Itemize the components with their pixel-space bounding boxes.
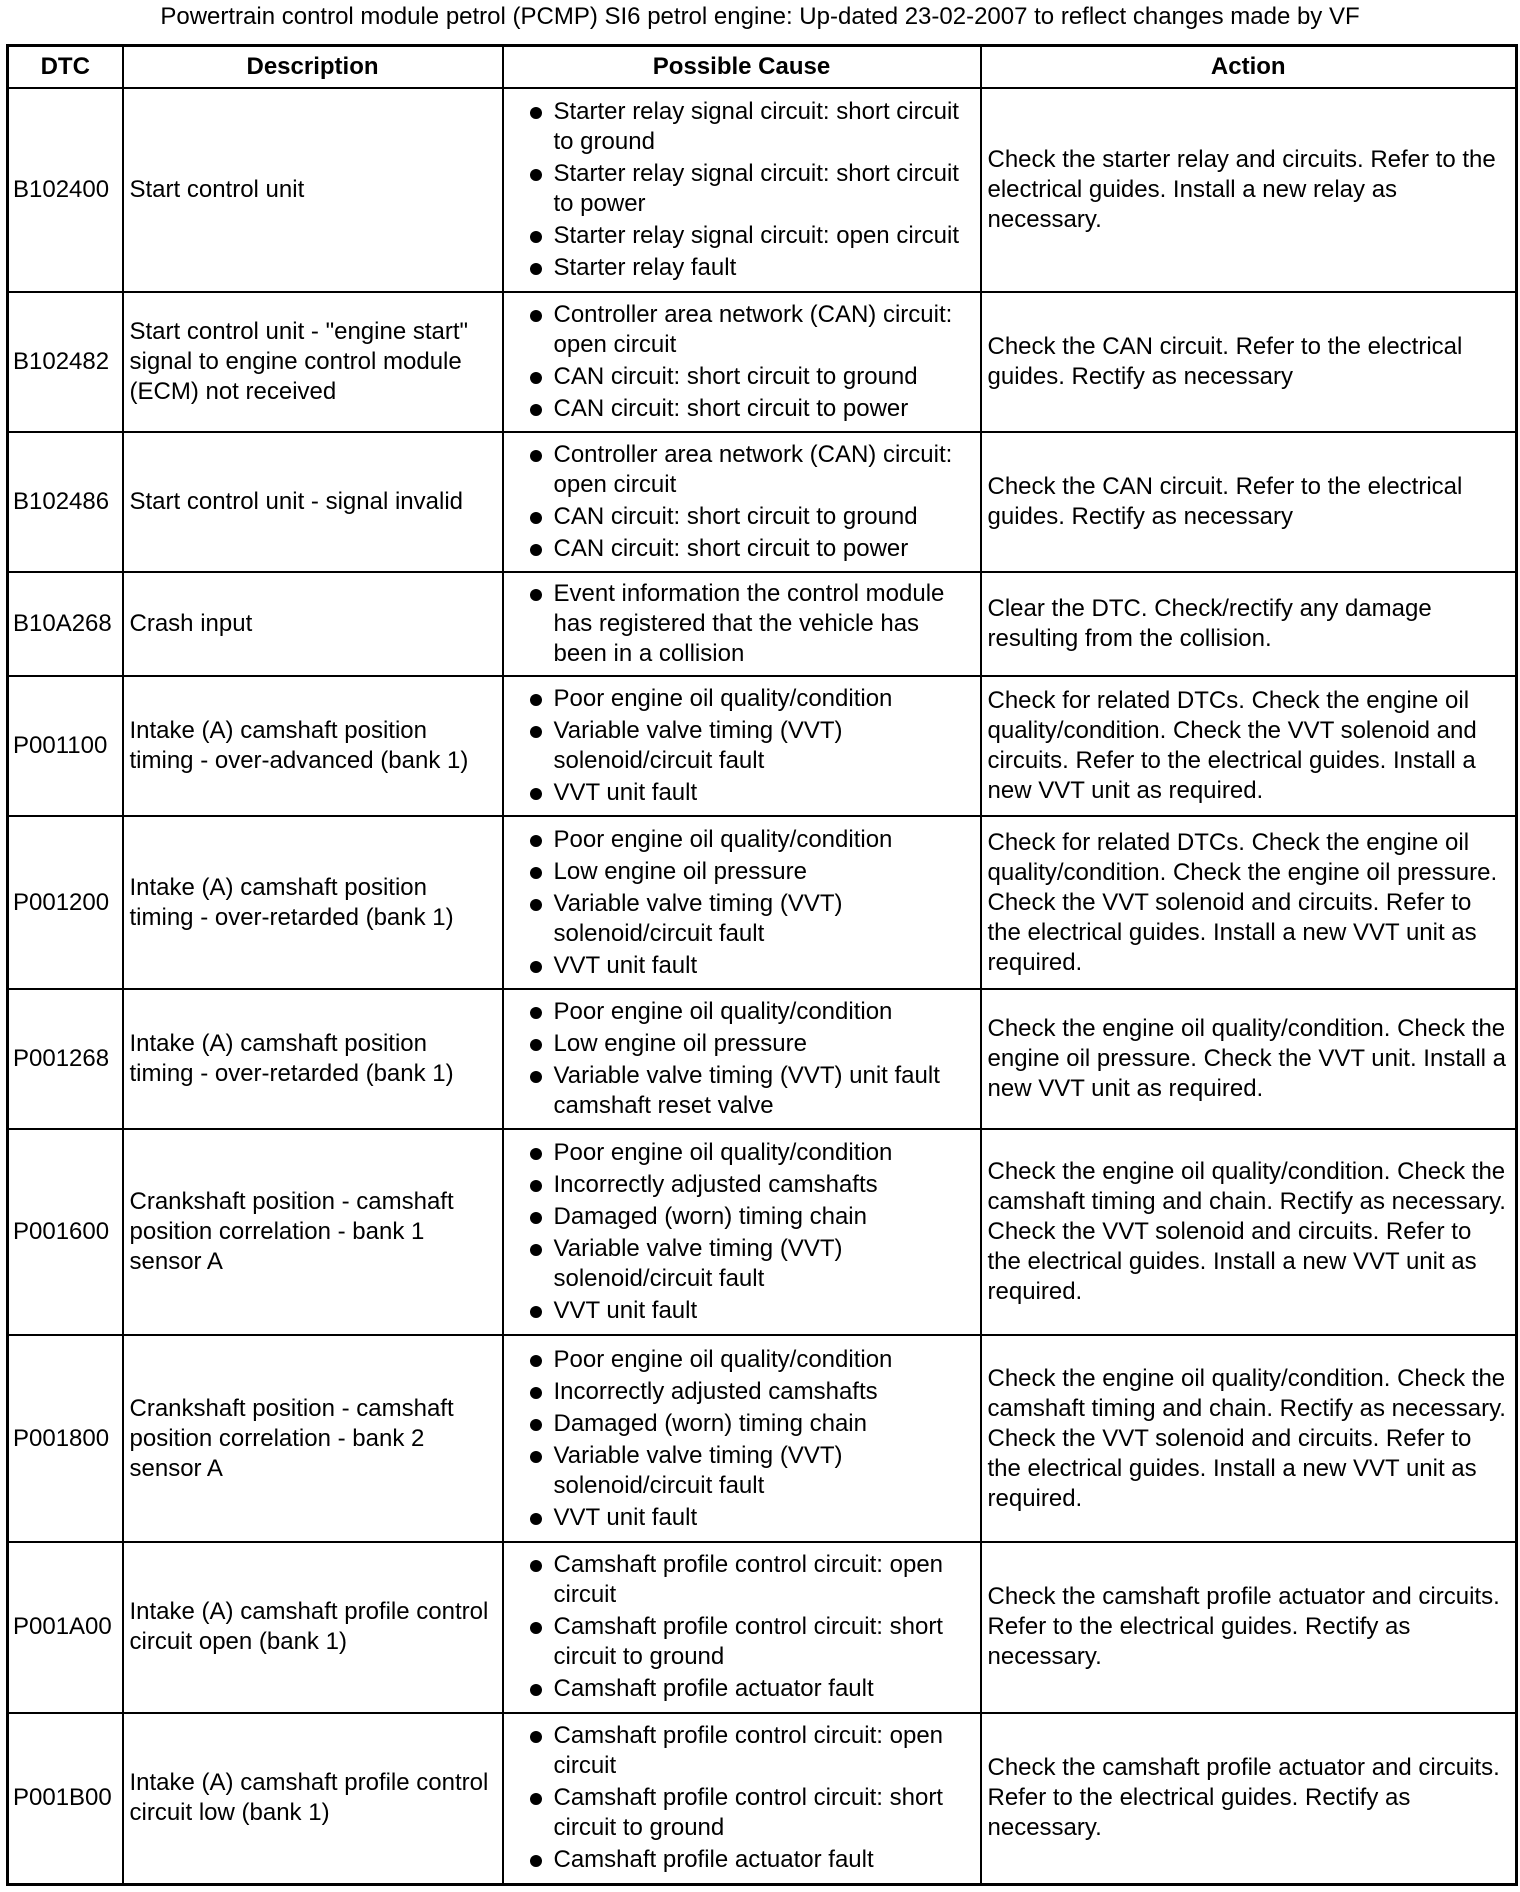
cause-item	[510, 97, 974, 157]
dtc-description: Start control unit	[123, 88, 503, 292]
cause-item	[510, 889, 974, 949]
table-row	[8, 432, 1517, 572]
cause-item	[510, 440, 974, 500]
possible-cause-cell	[503, 1713, 981, 1885]
cause-item	[510, 778, 974, 808]
cause-item	[510, 300, 974, 360]
cause-text: Event information the control module has registered that the vehicle has been in a collision	[553, 580, 945, 668]
bullet-icon	[530, 1793, 542, 1805]
dtc-code: B10A268	[8, 572, 123, 676]
cause-item	[510, 1503, 974, 1533]
bullet-icon	[530, 694, 542, 706]
bullet-icon	[530, 899, 542, 911]
cause-item	[510, 997, 974, 1027]
cause-item	[510, 1345, 974, 1375]
table-row	[8, 1335, 1517, 1542]
cause-text: Low engine oil pressure	[553, 1029, 807, 1057]
cause-list	[510, 300, 974, 424]
table-row	[8, 1129, 1517, 1336]
dtc-code: P001B00	[8, 1713, 123, 1885]
bullet-icon	[530, 1244, 542, 1256]
dtc-description: Intake (A) camshaft position timing - over-advanced (bank 1)	[123, 676, 503, 816]
cause-item	[510, 1441, 974, 1501]
dtc-description: Intake (A) camshaft position timing - over-retarded (bank 1)	[123, 989, 503, 1129]
dtc-code: P001100	[8, 676, 123, 816]
cause-item	[510, 534, 974, 564]
cause-item	[510, 362, 974, 392]
possible-cause-cell	[503, 1129, 981, 1336]
cause-item	[510, 825, 974, 855]
bullet-icon	[530, 263, 542, 275]
possible-cause-cell	[503, 572, 981, 676]
cause-text: Controller area network (CAN) circuit: open circuit	[553, 301, 953, 359]
cause-text: CAN circuit: short circuit to ground	[553, 503, 918, 531]
cause-item	[510, 857, 974, 887]
cause-text: VVT unit fault	[553, 1503, 698, 1531]
cause-text: Starter relay fault	[553, 254, 737, 282]
dtc-description: Crankshaft position - camshaft position correlation - bank 1 sensor A	[123, 1129, 503, 1336]
cause-text: Variable valve timing (VVT) solenoid/circuit fault	[553, 889, 843, 947]
dtc-action: Check the starter relay and circuits. Refer to the electrical guides. Install a new relay as necessary.	[981, 88, 1517, 292]
cause-list	[510, 825, 974, 981]
dtc-code: B102482	[8, 292, 123, 432]
cause-text: Variable valve timing (VVT) solenoid/circuit fault	[553, 717, 843, 775]
cause-text: Variable valve timing (VVT) solenoid/circuit fault	[553, 1441, 843, 1499]
cause-item	[510, 502, 974, 532]
cause-item	[510, 1296, 974, 1326]
cause-text: Poor engine oil quality/condition	[553, 997, 893, 1025]
bullet-icon	[530, 1451, 542, 1463]
bullet-icon	[530, 372, 542, 384]
cause-text: Variable valve timing (VVT) unit fault camshaft reset valve	[553, 1061, 940, 1119]
bullet-icon	[530, 1622, 542, 1634]
cause-list	[510, 1138, 974, 1326]
cause-text: VVT unit fault	[553, 1297, 698, 1325]
bullet-icon	[530, 1039, 542, 1051]
bullet-icon	[530, 1355, 542, 1367]
dtc-description: Start control unit - "engine start" signal to engine control module (ECM) not received	[123, 292, 503, 432]
cause-list	[510, 1345, 974, 1533]
bullet-icon	[530, 1560, 542, 1572]
dtc-code: P001600	[8, 1129, 123, 1336]
cause-item	[510, 394, 974, 424]
table-row	[8, 676, 1517, 816]
dtc-action: Check the camshaft profile actuator and circuits. Refer to the electrical guides. Rectify as necessary.	[981, 1713, 1517, 1885]
cause-text: Poor engine oil quality/condition	[553, 685, 893, 713]
dtc-action: Check the camshaft profile actuator and circuits. Refer to the electrical guides. Rectify as necessary.	[981, 1542, 1517, 1713]
possible-cause-cell	[503, 676, 981, 816]
cause-text: CAN circuit: short circuit to power	[553, 395, 909, 423]
possible-cause-cell	[503, 1542, 981, 1713]
dtc-code: P001800	[8, 1335, 123, 1542]
cause-item	[510, 1721, 974, 1781]
dtc-action: Clear the DTC. Check/rectify any damage resulting from the collision.	[981, 572, 1517, 676]
cause-item	[510, 221, 974, 251]
cause-item	[510, 1029, 974, 1059]
header-description: Description	[123, 46, 503, 89]
cause-text: Variable valve timing (VVT) solenoid/circuit fault	[553, 1235, 843, 1293]
cause-text: Starter relay signal circuit: open circuit	[553, 222, 959, 250]
possible-cause-cell	[503, 989, 981, 1129]
bullet-icon	[530, 512, 542, 524]
dtc-action: Check the CAN circuit. Refer to the electrical guides. Rectify as necessary	[981, 292, 1517, 432]
cause-text: Damaged (worn) timing chain	[553, 1409, 867, 1437]
bullet-icon	[530, 1513, 542, 1525]
header-dtc: DTC	[8, 46, 123, 89]
dtc-code: P001268	[8, 989, 123, 1129]
bullet-icon	[530, 788, 542, 800]
cause-text: CAN circuit: short circuit to power	[553, 535, 909, 563]
cause-text: Poor engine oil quality/condition	[553, 825, 893, 853]
cause-item	[510, 1202, 974, 1232]
bullet-icon	[530, 1007, 542, 1019]
bullet-icon	[530, 231, 542, 243]
cause-list	[510, 97, 974, 283]
cause-list	[510, 579, 974, 669]
cause-item	[510, 1845, 974, 1875]
cause-text: Camshaft profile control circuit: short circuit to ground	[553, 1784, 943, 1842]
bullet-icon	[530, 107, 542, 119]
dtc-description: Intake (A) camshaft profile control circuit low (bank 1)	[123, 1713, 503, 1885]
dtc-code: B102400	[8, 88, 123, 292]
cause-text: Controller area network (CAN) circuit: open circuit	[553, 441, 953, 499]
cause-item	[510, 716, 974, 776]
cause-text: CAN circuit: short circuit to ground	[553, 363, 918, 391]
bullet-icon	[530, 726, 542, 738]
cause-item	[510, 1234, 974, 1294]
bullet-icon	[530, 1306, 542, 1318]
cause-text: Low engine oil pressure	[553, 857, 807, 885]
cause-item	[510, 253, 974, 283]
cause-list	[510, 684, 974, 808]
dtc-action: Check the CAN circuit. Refer to the electrical guides. Rectify as necessary	[981, 432, 1517, 572]
possible-cause-cell	[503, 292, 981, 432]
cause-text: Starter relay signal circuit: short circuit to ground	[553, 98, 959, 156]
dtc-action: Check the engine oil quality/condition. Check the camshaft timing and chain. Rectify as necessary. Check the VVT solenoid and circuits. Refer to the electrical guides. Install a new VVT unit as required.	[981, 1129, 1517, 1336]
cause-text: Camshaft profile control circuit: short circuit to ground	[553, 1613, 943, 1671]
dtc-table	[6, 44, 1518, 1886]
dtc-code: P001200	[8, 816, 123, 989]
dtc-description: Start control unit - signal invalid	[123, 432, 503, 572]
bullet-icon	[530, 1684, 542, 1696]
bullet-icon	[530, 404, 542, 416]
cause-item	[510, 684, 974, 714]
cause-text: Camshaft profile actuator fault	[553, 1675, 874, 1703]
document-title: Powertrain control module petrol (PCMP) SI6 petrol engine: Up-dated 23-02-2007 to reflect changes made by VF	[160, 3, 1360, 30]
table-row	[8, 292, 1517, 432]
table-row	[8, 816, 1517, 989]
cause-list	[510, 1550, 974, 1704]
cause-item	[510, 1138, 974, 1168]
cause-text: Incorrectly adjusted camshafts	[553, 1171, 878, 1199]
bullet-icon	[530, 310, 542, 322]
cause-item	[510, 1061, 974, 1121]
cause-text: Starter relay signal circuit: short circuit to power	[553, 160, 959, 218]
bullet-icon	[530, 169, 542, 181]
cause-item	[510, 159, 974, 219]
bullet-icon	[530, 589, 542, 601]
bullet-icon	[530, 1180, 542, 1192]
dtc-description: Intake (A) camshaft position timing - over-retarded (bank 1)	[123, 816, 503, 989]
dtc-table-body	[8, 88, 1517, 1885]
cause-text: Camshaft profile control circuit: open circuit	[553, 1551, 944, 1609]
dtc-action: Check the engine oil quality/condition. Check the engine oil pressure. Check the VVT unit. Install a new VVT unit as required.	[981, 989, 1517, 1129]
dtc-description: Crankshaft position - camshaft position correlation - bank 2 sensor A	[123, 1335, 503, 1542]
table-row	[8, 88, 1517, 292]
header-action: Action	[981, 46, 1517, 89]
dtc-action: Check the engine oil quality/condition. Check the camshaft timing and chain. Rectify as necessary. Check the VVT solenoid and circuits. Refer to the electrical guides. Install a new VVT unit as required.	[981, 1335, 1517, 1542]
table-row	[8, 1542, 1517, 1713]
cause-item	[510, 1783, 974, 1843]
dtc-description: Intake (A) camshaft profile control circuit open (bank 1)	[123, 1542, 503, 1713]
bullet-icon	[530, 961, 542, 973]
bullet-icon	[530, 1419, 542, 1431]
table-row	[8, 1713, 1517, 1885]
bullet-icon	[530, 1148, 542, 1160]
bullet-icon	[530, 867, 542, 879]
possible-cause-cell	[503, 88, 981, 292]
cause-item	[510, 1409, 974, 1439]
cause-text: Incorrectly adjusted camshafts	[553, 1377, 878, 1405]
cause-list	[510, 997, 974, 1121]
bullet-icon	[530, 1071, 542, 1083]
bullet-icon	[530, 450, 542, 462]
possible-cause-cell	[503, 1335, 981, 1542]
table-row	[8, 989, 1517, 1129]
cause-item	[510, 1170, 974, 1200]
cause-item	[510, 579, 974, 669]
bullet-icon	[530, 544, 542, 556]
possible-cause-cell	[503, 432, 981, 572]
cause-text: Poor engine oil quality/condition	[553, 1345, 893, 1373]
bullet-icon	[530, 835, 542, 847]
dtc-code: P001A00	[8, 1542, 123, 1713]
bullet-icon	[530, 1212, 542, 1224]
bullet-icon	[530, 1731, 542, 1743]
cause-item	[510, 951, 974, 981]
possible-cause-cell	[503, 816, 981, 989]
cause-text: Damaged (worn) timing chain	[553, 1203, 867, 1231]
cause-text: VVT unit fault	[553, 779, 698, 807]
cause-item	[510, 1674, 974, 1704]
bullet-icon	[530, 1387, 542, 1399]
dtc-description: Crash input	[123, 572, 503, 676]
dtc-action: Check for related DTCs. Check the engine oil quality/condition. Check the VVT solenoid and circuits. Refer to the electrical guides. Install a new VVT unit as required.	[981, 676, 1517, 816]
cause-list	[510, 1721, 974, 1875]
header-possible-cause: Possible Cause	[503, 46, 981, 89]
cause-text: VVT unit fault	[553, 951, 698, 979]
cause-text: Camshaft profile control circuit: open circuit	[553, 1722, 944, 1780]
table-row	[8, 572, 1517, 676]
header-row	[8, 46, 1517, 89]
dtc-code: B102486	[8, 432, 123, 572]
cause-item	[510, 1377, 974, 1407]
bullet-icon	[530, 1855, 542, 1867]
cause-item	[510, 1550, 974, 1610]
cause-text: Camshaft profile actuator fault	[553, 1846, 874, 1874]
cause-list	[510, 440, 974, 564]
cause-item	[510, 1612, 974, 1672]
cause-text: Poor engine oil quality/condition	[553, 1139, 893, 1167]
dtc-action: Check for related DTCs. Check the engine oil quality/condition. Check the engine oil pressure. Check the VVT solenoid and circuits. Refer to the electrical guides. Install a new VVT unit as required.	[981, 816, 1517, 989]
